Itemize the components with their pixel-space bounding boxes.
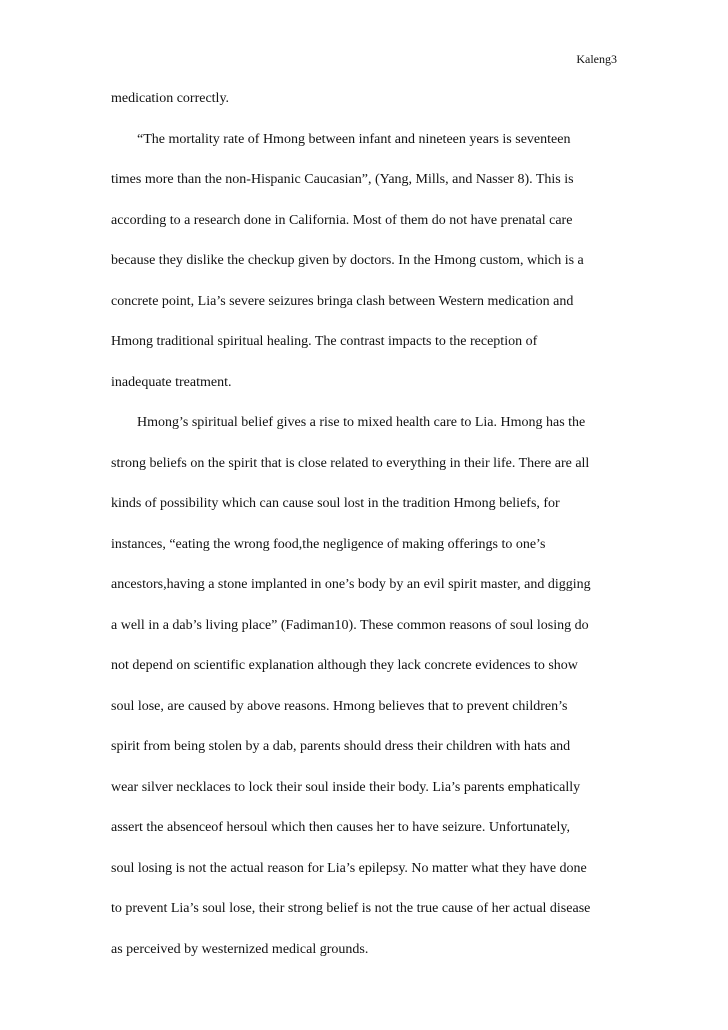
page-header-label: Kaleng3	[576, 52, 617, 66]
text-line: according to a research done in California. Most of them do not have prenatal care	[111, 212, 573, 228]
text-line: a well in a dab’s living place” (Fadiman10). These common reasons of soul losing do	[111, 617, 589, 633]
text-line: “The mortality rate of Hmong between infant and nineteen years is seventeen	[137, 131, 571, 147]
text-line: times more than the non-Hispanic Caucasian”, (Yang, Mills, and Nasser 8). This is	[111, 172, 574, 187]
text-line: kinds of possibility which can cause soul lost in the tradition Hmong beliefs, for	[111, 496, 560, 511]
text-line: medication correctly.	[111, 91, 230, 106]
document-body	[111, 90, 621, 981]
text-line: wear silver necklaces to lock their soul inside their body. Lia’s parents emphatically	[111, 779, 581, 795]
text-line: inadequate treatment.	[111, 374, 232, 390]
text-line: to prevent Lia’s soul lose, their strong belief is not the true cause of her actual disease	[111, 901, 591, 916]
text-line: Hmong traditional spiritual healing. The contrast impacts to the reception of	[111, 334, 538, 349]
text-line: concrete point, Lia’s severe seizures bringa clash between Western medication and	[111, 293, 574, 309]
text-line: as perceived by westernized medical grounds.	[111, 941, 369, 957]
text-line: Hmong’s spiritual belief gives a rise to mixed health care to Lia. Hmong has the	[137, 415, 586, 430]
text-line: instances, “eating the wrong food,the negligence of making offerings to one’s	[111, 536, 546, 552]
text-line: soul losing is not the actual reason for Lia’s epilepsy. No matter what they have done	[111, 860, 587, 876]
text-line: ancestors,having a stone implanted in one’s body by an evil spirit master, and digging	[111, 577, 591, 592]
text-line: not depend on scientific explanation although they lack concrete evidences to show	[111, 658, 578, 673]
text-line: assert the absenceof hersoul which then causes her to have seizure. Unfortunately,	[111, 820, 570, 835]
text-line: because they dislike the checkup given by doctors. In the Hmong custom, which is a	[111, 253, 584, 268]
text-line: soul lose, are caused by above reasons. Hmong believes that to prevent children’s	[111, 698, 568, 714]
text-line: spirit from being stolen by a dab, parents should dress their children with hats and	[111, 739, 571, 754]
text-line: strong beliefs on the spirit that is close related to everything in their life. There are all	[111, 455, 590, 471]
